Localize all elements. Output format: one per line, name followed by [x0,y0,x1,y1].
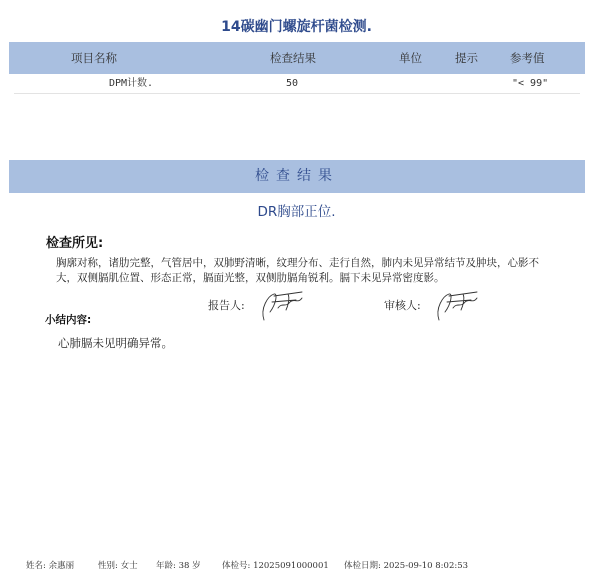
patient-footer [26,559,586,573]
patient-age: 年龄: 38 岁 [156,561,201,571]
reporter-label: 报告人: [208,299,245,312]
results-table-header [9,42,585,74]
header-hint: 提示 [455,51,478,65]
reporter-signature-icon [258,288,308,324]
section-title: 检查结果 [9,160,585,193]
exam-id: 体检号: 12025091000001 [222,561,329,571]
cell-result: 50 [286,78,299,89]
cell-item-name: DPM计数. [109,78,154,89]
test-title: 14碳幽门螺旋杆菌检测. [221,19,372,35]
summary-text: 心肺膈未见明确异常。 [58,336,173,350]
header-item-name: 项目名称 [71,51,117,65]
patient-gender: 性别: 女士 [98,561,138,571]
summary-label: 小结内容: [45,314,92,326]
exam-date: 体检日期: 2025-09-10 8:02:53 [344,561,469,571]
findings-text: 胸廓对称，诸肋完整，气管居中，双肺野清晰，纹理分布、走行自然，肺内未见异常结节及肿块，心影不大，双侧膈肌位置、形态正常，膈面光整，双侧肋膈角锐利。膈下未见异常密度影。 [56,257,539,284]
exam-name: DR胸部正位. [257,204,336,220]
reviewer-label: 审核人: [384,299,421,312]
patient-name: 姓名: 余惠丽 [26,561,75,571]
table-row [14,74,580,94]
header-reference: 参考值 [510,51,545,65]
findings-label: 检查所见: [46,236,104,251]
reviewer-signature-icon [433,288,483,324]
header-result: 检查结果 [270,51,316,65]
header-unit: 单位 [399,51,422,65]
cell-reference: "< 99" [512,78,549,89]
